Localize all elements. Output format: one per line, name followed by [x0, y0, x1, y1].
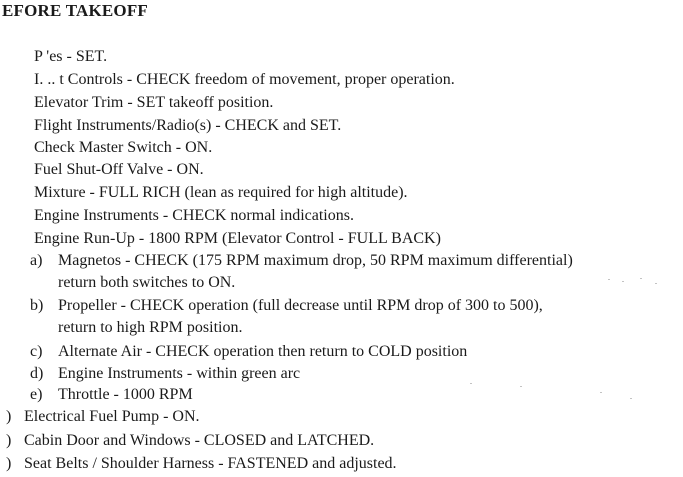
item-marker: e) [30, 386, 43, 403]
item-text: Cabin Door and Windows - CLOSED and LATCHED. [24, 432, 375, 449]
item-text: Seat Belts / Shoulder Harness - FASTENED and adjusted. [24, 455, 397, 472]
checklist-item [6, 407, 200, 427]
scan-speck [470, 383, 472, 384]
checklist-item [34, 47, 107, 67]
item-marker: ) [6, 455, 12, 472]
checklist-subitem [30, 251, 573, 271]
item-text: Check Master Switch - ON. [34, 139, 213, 156]
item-text: P 'es - SET. [34, 48, 108, 65]
item-text: Alternate Air - CHECK operation then return to COLD position [58, 343, 468, 360]
scan-speck [608, 279, 610, 280]
scan-speck [520, 386, 522, 387]
item-marker: c) [30, 343, 43, 360]
item-text: Engine Instruments - CHECK normal indications. [34, 207, 354, 224]
checklist-item [6, 454, 397, 474]
checklist-subitem-continuation [30, 318, 242, 338]
item-text: Magnetos - CHECK (175 RPM maximum drop, 50 RPM maximum differential) [58, 252, 573, 269]
item-text: Throttle - 1000 RPM [58, 386, 193, 403]
checklist-item [34, 70, 455, 90]
scan-speck [655, 283, 657, 284]
item-marker: a) [30, 252, 43, 269]
scan-speck [622, 281, 624, 282]
item-text: Fuel Shut-Off Valve - ON. [34, 161, 204, 178]
checklist-item [34, 93, 273, 113]
item-marker: ) [6, 408, 12, 425]
checklist-subitem-continuation [30, 273, 235, 293]
checklist-subitem [30, 296, 543, 316]
item-text: Mixture - FULL RICH (lean as required for high altitude). [34, 184, 408, 201]
checklist-item [34, 138, 212, 158]
item-marker: b) [30, 297, 44, 314]
item-text: Elevator Trim - SET takeoff position. [34, 94, 274, 111]
scan-speck [630, 398, 632, 399]
checklist-item [6, 431, 374, 451]
checklist-subitem [30, 364, 300, 384]
item-text: Electrical Fuel Pump - ON. [24, 408, 200, 425]
item-text: Flight Instruments/Radio(s) - CHECK and SET. [34, 117, 342, 134]
checklist-item [34, 183, 408, 203]
section-title: EFORE TAKEOFF [2, 1, 149, 20]
item-text: I. .. t Controls - CHECK freedom of movement, proper operation. [34, 71, 455, 88]
checklist-subitem [30, 385, 193, 405]
item-marker: ) [6, 432, 12, 449]
item-text: Propeller - CHECK operation (full decrease until RPM drop of 300 to 500), [58, 297, 543, 314]
item-text: return both switches to ON. [58, 274, 236, 291]
item-text: return to high RPM position. [58, 319, 243, 336]
checklist-item [34, 229, 441, 249]
checklist-item [34, 116, 341, 136]
item-text: Engine Run-Up - 1800 RPM (Elevator Control - FULL BACK) [34, 230, 441, 247]
scan-speck [640, 278, 642, 279]
item-marker: d) [30, 365, 44, 382]
checklist-subitem [30, 342, 467, 362]
item-text: Engine Instruments - within green arc [58, 365, 301, 382]
scan-speck [600, 392, 602, 393]
checklist-item [34, 206, 354, 226]
checklist-item [34, 160, 204, 180]
